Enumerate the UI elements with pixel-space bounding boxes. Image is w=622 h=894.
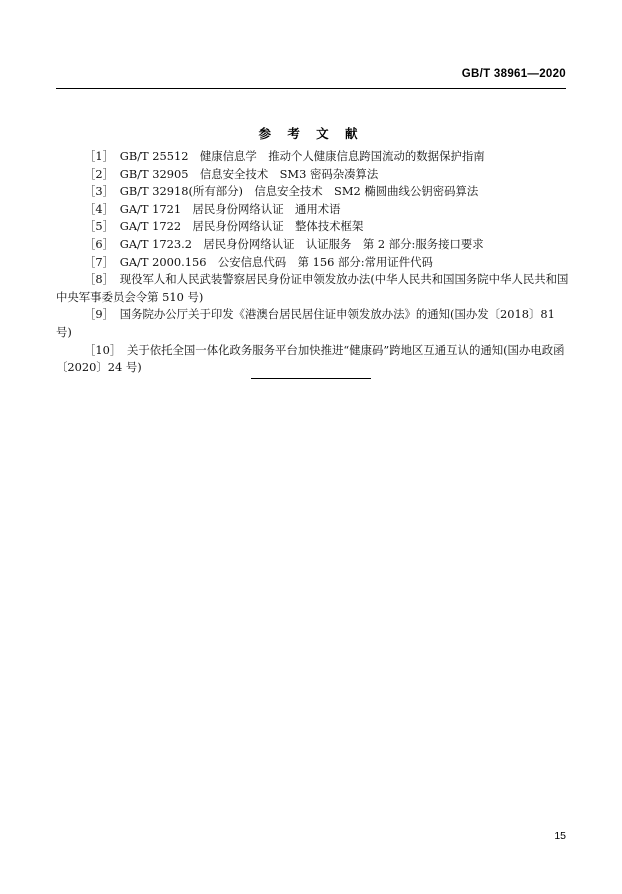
list-item: ［4］ GA/T 1721 居民身份网络认证 通用术语 xyxy=(84,201,341,216)
list-item: ［1］ GB/T 25512 健康信息学 推动个人健康信息跨国流动的数据保护指南 xyxy=(84,149,485,163)
list-item: ［10］ 关于依托全国一体化政务服务平台加快推进“健康码”跨地区互通互认的通知(国办电政函〔2020〕24 号) xyxy=(56,342,565,375)
list-item: ［2］ GB/T 32905 信息安全技术 SM3 密码杂凑算法 xyxy=(84,166,379,181)
section-end-divider xyxy=(251,378,371,379)
list-item: ［9］ 国务院办公厅关于印发《港澳台居民居住证申领发放办法》的通知(国办发〔2018〕81 号) xyxy=(56,307,559,339)
reference-list xyxy=(56,148,570,377)
list-item: ［6］ GA/T 1723.2 居民身份网络认证 认证服务 第 2 部分:服务接口要求 xyxy=(84,236,484,251)
header-divider xyxy=(56,88,566,89)
list-item: ［8］ 现役军人和人民武装警察居民身份证申领发放办法(中华人民共和国国务院中华人民共和国中央军事委员会令第 510 号) xyxy=(56,272,569,304)
list-item: ［7］ GA/T 2000.156 公安信息代码 第 156 部分:常用证件代码 xyxy=(84,254,433,269)
list-item: ［5］ GA/T 1722 居民身份网络认证 整体技术框架 xyxy=(84,219,364,234)
page-header-standard-number: GB/T 38961—2020 xyxy=(461,68,566,80)
page-number: 15 xyxy=(554,830,566,842)
list-item: ［3］ GB/T 32918(所有部分) 信息安全技术 SM2 椭圆曲线公钥密码算法 xyxy=(84,184,479,199)
page-title: 参 考 文 献 xyxy=(258,126,364,141)
